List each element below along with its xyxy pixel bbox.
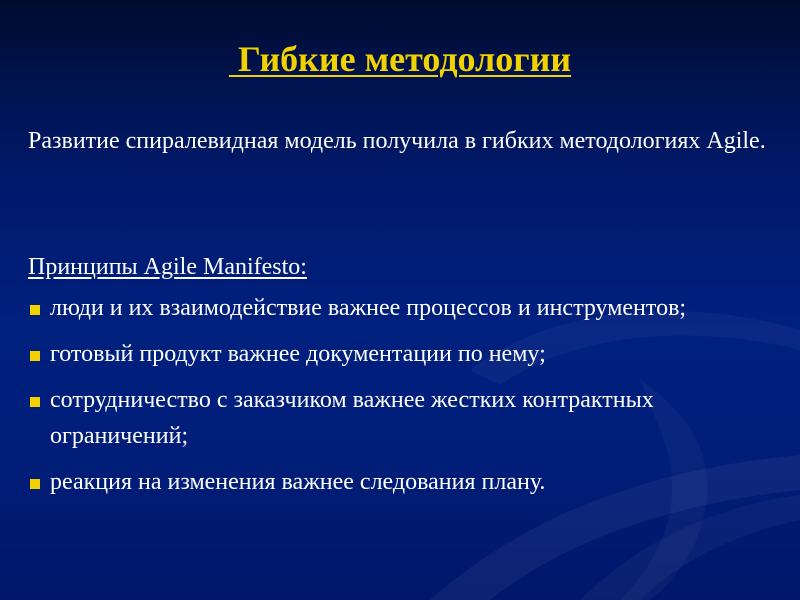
list-item [28,464,748,500]
list-item-text: реакция на изменения важнее следования плану. [50,469,546,495]
list-item-text: люди и их взаимодействие важнее процессов и инструментов; [50,295,687,321]
square-bullet-icon [30,351,40,361]
list-item [28,382,748,454]
principles-list [28,290,748,510]
list-item-text: готовый продукт важнее документации по нему; [50,341,546,367]
square-bullet-icon [30,397,40,407]
square-bullet-icon [30,305,40,315]
principles-heading: Принципы Agile Manifesto: [28,254,307,280]
square-bullet-icon [30,479,40,489]
slide-title: Гибкие методологии [228,39,572,79]
list-item [28,290,748,326]
list-item-text: сотрудничество с заказчиком важнее жестких контрактных ограничений; [50,387,654,449]
list-item [28,336,748,372]
intro-paragraph: Развитие спиралевидная модель получила в гибких методологиях Agile. [28,128,766,154]
